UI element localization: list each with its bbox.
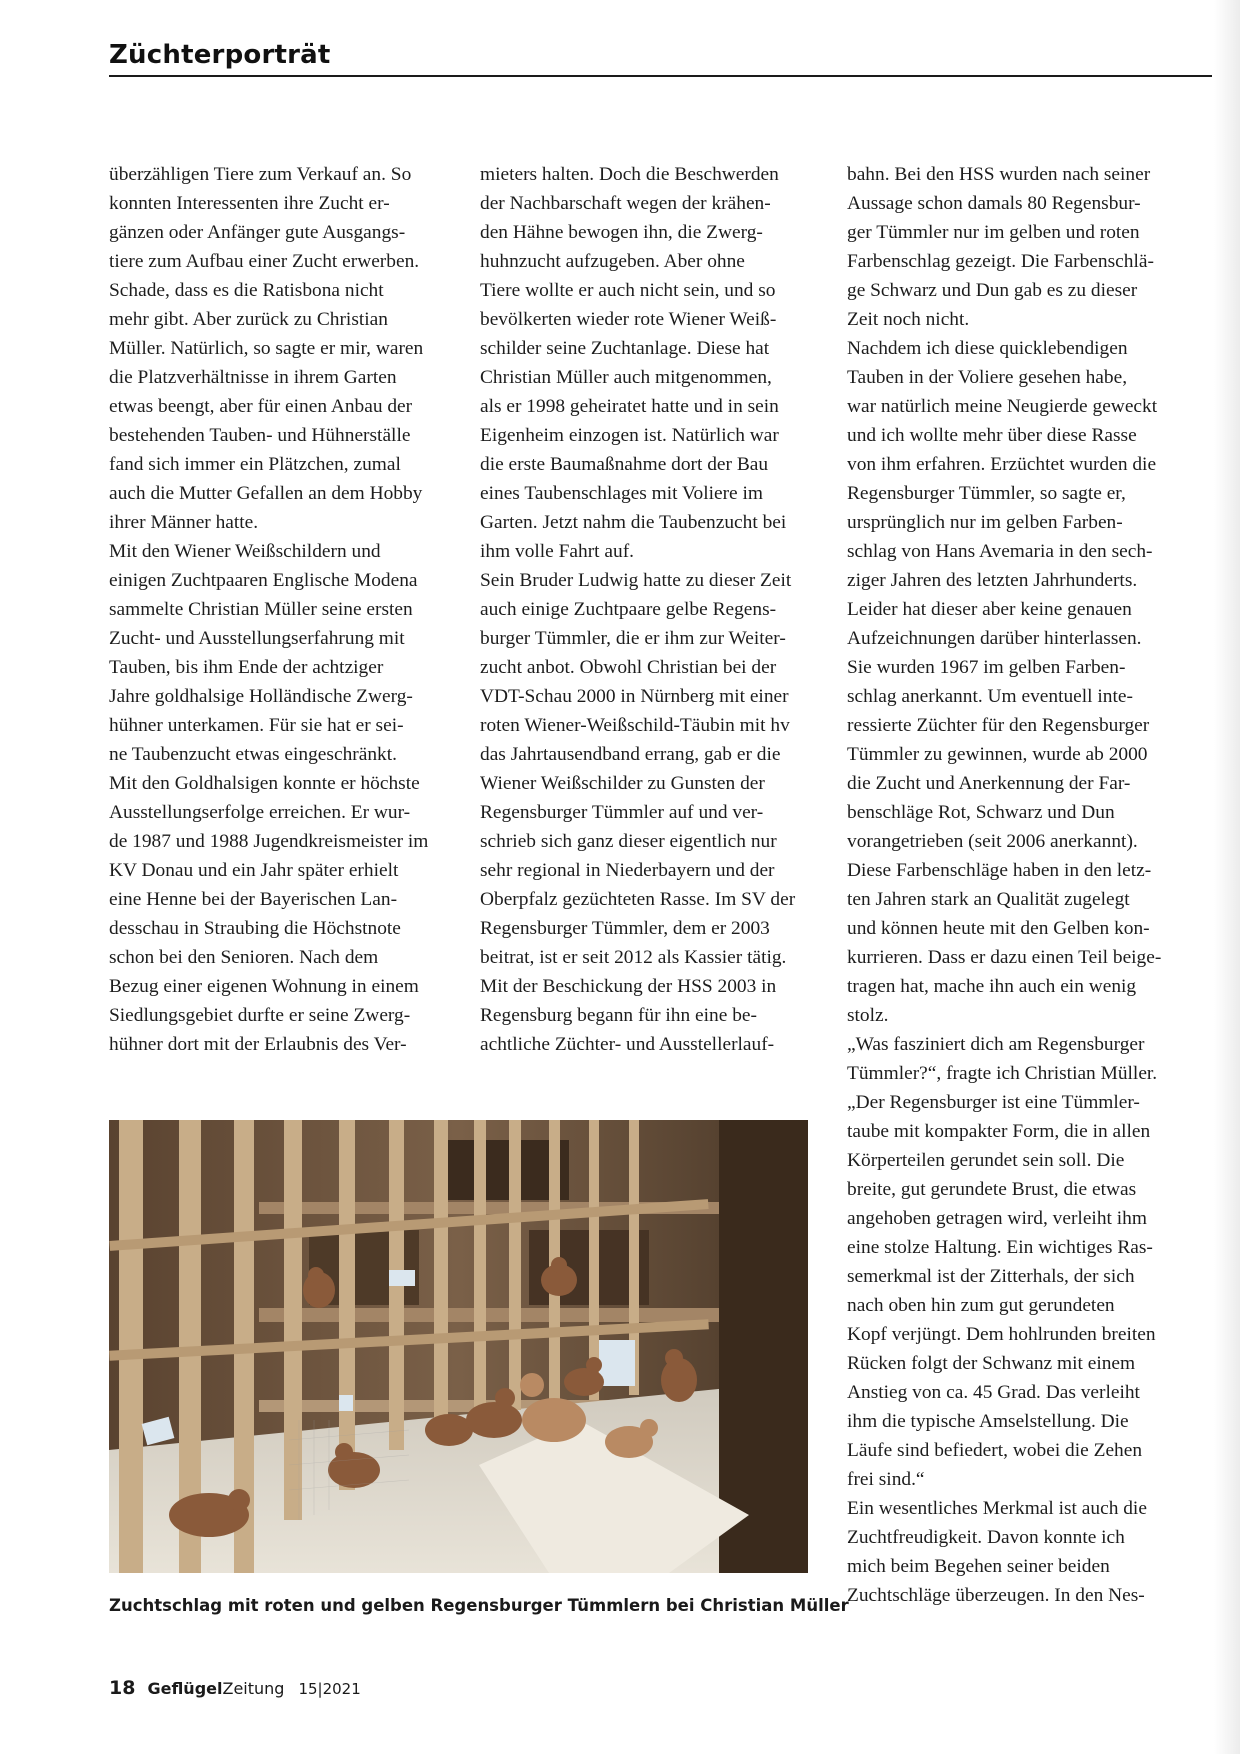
text-line: Tiere wollte er auch nicht sein, und so (480, 280, 776, 301)
article-photo (109, 1120, 808, 1573)
text-line: Körperteilen gerundet sein soll. Die (847, 1150, 1125, 1171)
text-line: ihm volle Fahrt auf. (480, 541, 635, 562)
text-line: Leider hat dieser aber keine genauen (847, 599, 1132, 620)
text-line: vorangetrieben (seit 2006 anerkannt). (847, 831, 1138, 852)
photo-caption: Zuchtschlag mit roten und gelben Regensburger Tümmlern bei Christian Müller (109, 1596, 849, 1615)
text-line: huhnzucht aufzugeben. Aber ohne (480, 251, 745, 272)
text-line: Sie wurden 1967 im gelben Farben- (847, 657, 1126, 678)
text-line: zucht anbot. Obwohl Christian bei der (480, 657, 777, 678)
text-line: achtliche Züchter- und Ausstellerlauf- (480, 1034, 775, 1055)
text-line: Zucht- und Ausstellungserfahrung mit (109, 628, 405, 649)
text-line: Zuchtschläge überzeugen. In den Nes- (847, 1585, 1145, 1606)
issue-number: 15|2021 (298, 1680, 361, 1698)
page-footer (109, 1677, 361, 1699)
text-line: Zuchtfreudigkeit. Davon konnte ich (847, 1527, 1125, 1548)
text-line: VDT-Schau 2000 in Nürnberg mit einer (480, 686, 789, 707)
text-line: Ein wesentliches Merkmal ist auch die (847, 1498, 1147, 1519)
text-line: Aussage schon damals 80 Regensbur- (847, 193, 1141, 214)
text-line: tiere zum Aufbau einer Zucht erwerben. (109, 251, 420, 272)
text-line: Diese Farbenschläge haben in den letz- (847, 860, 1152, 881)
text-line: stolz. (847, 1005, 889, 1026)
text-line: ursprünglich nur im gelben Farben- (847, 512, 1123, 533)
text-column-1 (109, 160, 454, 1059)
header-rule (109, 75, 1212, 77)
text-line: Ausstellungserfolge erreichen. Er wur- (109, 802, 411, 823)
text-line: Zeit noch nicht. (847, 309, 970, 330)
text-line: Wiener Weißschilder zu Gunsten der (480, 773, 765, 794)
text-line: Siedlungsgebiet durfte er seine Zwerg- (109, 1005, 411, 1026)
text-line: Mit der Beschickung der HSS 2003 in (480, 976, 777, 997)
magazine-name-bold: Geflügel (147, 1679, 223, 1698)
text-line: gänzen oder Anfänger gute Ausgangs- (109, 222, 406, 243)
text-line: eines Taubenschlages mit Voliere im (480, 483, 763, 504)
text-line: breite, gut gerundete Brust, die etwas (847, 1179, 1137, 1200)
text-line: Tümmler?“, fragte ich Christian Müller. (847, 1063, 1158, 1084)
text-line: hühner dort mit der Erlaubnis des Ver- (109, 1034, 407, 1055)
magazine-name-regular: Zeitung (222, 1679, 285, 1698)
text-line: schrieb sich ganz dieser eigentlich nur (480, 831, 777, 852)
text-line: taube mit kompakter Form, die in allen (847, 1121, 1151, 1142)
text-line: ne Taubenzucht etwas eingeschränkt. (109, 744, 397, 765)
text-line: Sein Bruder Ludwig hatte zu dieser Zeit (480, 570, 792, 591)
text-line: nach oben hin zum gut gerundeten (847, 1295, 1115, 1316)
text-line: Jahre goldhalsige Holländische Zwerg- (109, 686, 413, 707)
text-line: die erste Baumaßnahme dort der Bau (480, 454, 769, 475)
text-line: sehr regional in Niederbayern und der (480, 860, 775, 881)
text-line: Rücken folgt der Schwanz mit einem (847, 1353, 1136, 1374)
text-line: sammelte Christian Müller seine ersten (109, 599, 413, 620)
text-line: Müller. Natürlich, so sagte er mir, waren (109, 338, 424, 359)
text-line: mehr gibt. Aber zurück zu Christian (109, 309, 388, 330)
text-line: Garten. Jetzt nahm die Taubenzucht bei (480, 512, 787, 533)
text-line: eine Henne bei der Bayerischen Lan- (109, 889, 398, 910)
text-line: Regensburger Tümmler, dem er 2003 (480, 918, 770, 939)
text-line: das Jahrtausendband errang, gab er die (480, 744, 781, 765)
text-line: angehoben getragen wird, verleiht ihm (847, 1208, 1147, 1229)
text-line: auch die Mutter Gefallen an dem Hobby (109, 483, 423, 504)
text-line: schlag von Hans Avemaria in den sech- (847, 541, 1153, 562)
text-line: Schade, dass es die Ratisbona nicht (109, 280, 384, 301)
page-edge-shadow (1214, 0, 1240, 1754)
text-line: Eigenheim einzogen ist. Natürlich war (480, 425, 779, 446)
text-line: einigen Zuchtpaaren Englische Modena (109, 570, 418, 591)
text-line: bahn. Bei den HSS wurden nach seiner (847, 164, 1151, 185)
text-line: konnten Interessenten ihre Zucht er- (109, 193, 390, 214)
text-line: ihrer Männer hatte. (109, 512, 259, 533)
text-line: und können heute mit den Gelben kon- (847, 918, 1150, 939)
text-line: schilder seine Zuchtanlage. Diese hat (480, 338, 770, 359)
text-line: Nachdem ich diese quicklebendigen (847, 338, 1128, 359)
text-line: Tauben, bis ihm Ende der achtziger (109, 657, 384, 678)
section-title: Züchterporträt (109, 40, 331, 70)
text-line: als er 1998 geheiratet hatte und in sein (480, 396, 779, 417)
text-line: KV Donau und ein Jahr später erhielt (109, 860, 399, 881)
text-line: „Was fasziniert dich am Regensburger (847, 1034, 1145, 1055)
text-line: ziger Jahren des letzten Jahrhunderts. (847, 570, 1138, 591)
text-column-2 (480, 160, 825, 1059)
text-line: Anstieg von ca. 45 Grad. Das verleiht (847, 1382, 1140, 1403)
text-line: eine stolze Haltung. Ein wichtiges Ras- (847, 1237, 1153, 1258)
text-line: die Zucht und Anerkennung der Far- (847, 773, 1131, 794)
text-line: ge Schwarz und Dun gab es zu dieser (847, 280, 1138, 301)
text-line: benschläge Rot, Schwarz und Dun (847, 802, 1115, 823)
text-line: auch einige Zuchtpaare gelbe Regens- (480, 599, 777, 620)
text-line: frei sind.“ (847, 1469, 925, 1490)
text-line: tragen hat, mache ihn auch ein wenig (847, 976, 1137, 997)
text-line: die Platzverhältnisse in ihrem Garten (109, 367, 397, 388)
text-line: kurrieren. Dass er dazu einen Teil beige- (847, 947, 1162, 968)
text-line: ger Tümmler nur im gelben und roten (847, 222, 1140, 243)
text-column-3 (847, 160, 1192, 1610)
text-line: burger Tümmler, die er ihm zur Weiter- (480, 628, 786, 649)
text-line: Regensburg begann für ihn eine be- (480, 1005, 757, 1026)
text-line: desschau in Straubing die Höchstnote (109, 918, 401, 939)
text-line: fand sich immer ein Plätzchen, zumal (109, 454, 401, 475)
text-line: beitrat, ist er seit 2012 als Kassier tätig. (480, 947, 787, 968)
text-line: Regensburger Tümmler auf und ver- (480, 802, 764, 823)
text-line: Läufe sind befiedert, wobei die Zehen (847, 1440, 1143, 1461)
text-line: Christian Müller auch mitgenommen, (480, 367, 772, 388)
text-line: ten Jahren stark an Qualität zugelegt (847, 889, 1130, 910)
text-line: Oberpfalz gezüchteten Rasse. Im SV der (480, 889, 796, 910)
text-line: war natürlich meine Neugierde geweckt (847, 396, 1158, 417)
text-line: überzähligen Tiere zum Verkauf an. So (109, 164, 412, 185)
text-line: Mit den Wiener Weißschildern und (109, 541, 381, 562)
text-line: hühner unterkamen. Für sie hat er sei- (109, 715, 404, 736)
text-line: Mit den Goldhalsigen konnte er höchste (109, 773, 420, 794)
text-line: roten Wiener-Weißschild-Täubin mit hv (480, 715, 790, 736)
text-line: bevölkerten wieder rote Wiener Weiß- (480, 309, 777, 330)
text-line: Bezug einer eigenen Wohnung in einem (109, 976, 419, 997)
text-line: den Hähne bewogen ihn, die Zwerg- (480, 222, 763, 243)
text-line: de 1987 und 1988 Jugendkreismeister im (109, 831, 429, 852)
text-line: mieters halten. Doch die Beschwerden (480, 164, 779, 185)
text-line: schon bei den Senioren. Nach dem (109, 947, 379, 968)
text-line: und ich wollte mehr über diese Rasse (847, 425, 1137, 446)
text-line: semerkmal ist der Zitterhals, der sich (847, 1266, 1135, 1287)
page-number: 18 (109, 1677, 136, 1699)
text-line: Kopf verjüngt. Dem hohlrunden breiten (847, 1324, 1156, 1345)
text-line: etwas beengt, aber für einen Anbau der (109, 396, 413, 417)
text-line: bestehenden Tauben- und Hühnerställe (109, 425, 411, 446)
text-line: ihm die typische Amselstellung. Die (847, 1411, 1129, 1432)
text-line: Farbenschlag gezeigt. Die Farbenschlä- (847, 251, 1154, 272)
text-line: Regensburger Tümmler, so sagte er, (847, 483, 1126, 504)
text-line: Tauben in der Voliere gesehen habe, (847, 367, 1128, 388)
text-line: Aufzeichnungen darüber hinterlassen. (847, 628, 1142, 649)
text-line: mich beim Begehen seiner beiden (847, 1556, 1110, 1577)
text-line: „Der Regensburger ist eine Tümmler- (847, 1092, 1140, 1113)
text-line: schlag anerkannt. Um eventuell inte- (847, 686, 1133, 707)
text-line: der Nachbarschaft wegen der krähen- (480, 193, 771, 214)
text-line: Tümmler zu gewinnen, wurde ab 2000 (847, 744, 1148, 765)
text-line: ressierte Züchter für den Regensburger (847, 715, 1150, 736)
text-line: von ihm erfahren. Erzüchtet wurden die (847, 454, 1157, 475)
